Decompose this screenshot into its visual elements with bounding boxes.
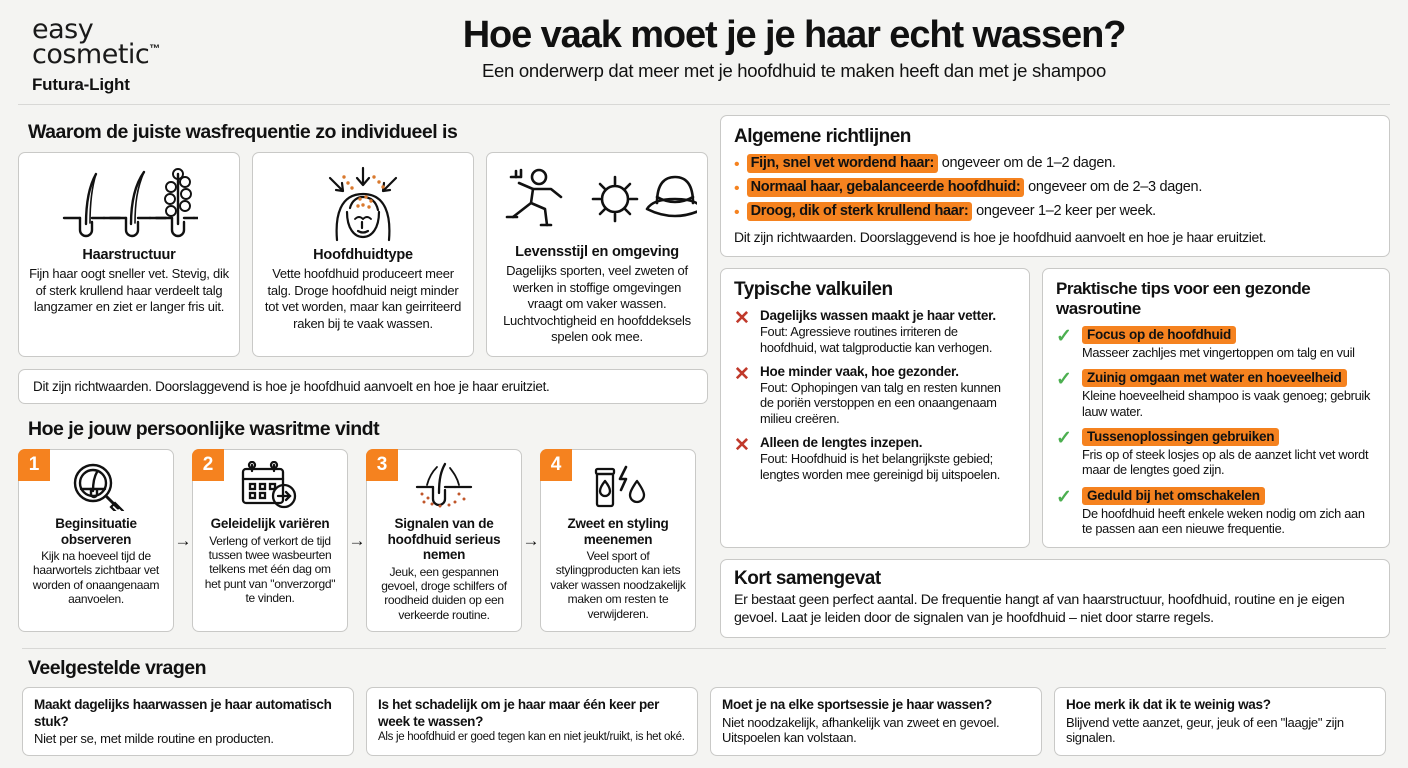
step-title: Zweet en styling meenemen <box>567 516 669 547</box>
faq-card <box>1054 687 1386 756</box>
step-title: Signalen van de hoofdhuid serieus nemen <box>387 516 501 563</box>
guideline-label: Normaal haar, gebalanceerde hoofdhuid: <box>747 178 1025 197</box>
page-subtitle: Een onderwerp dat meer met je hoofdhuid te maken heeft dan met je shampoo <box>482 59 1106 81</box>
guideline-item <box>734 155 1376 173</box>
tip-item <box>1056 369 1376 419</box>
lifestyle-icon <box>497 163 697 242</box>
page-header <box>14 0 1394 104</box>
brand-name-line1: easy <box>32 14 94 45</box>
cross-icon: ✕ <box>734 363 750 385</box>
summary-title: Kort samengevat <box>734 568 881 590</box>
pitfall-item <box>734 364 1016 426</box>
title-block <box>314 14 1394 82</box>
brand-tagline: Futura-Light <box>32 74 130 94</box>
guidelines-list <box>734 155 1376 221</box>
tip-text: Masseer zachljes met vingertoppen om talg en vuil <box>1082 345 1355 360</box>
faq-card <box>710 687 1042 756</box>
step-arrow-icon: → <box>174 530 192 550</box>
scalp-face-icon <box>300 163 426 245</box>
step-number-badge: 2 <box>192 449 224 481</box>
faq-answer: Niet noodzakelijk, afhankelijk van zweet en gevoel. Uitspoelen kan volstaan. <box>722 714 1000 746</box>
hair-follicle-icon <box>60 163 198 245</box>
step-arrow-icon: → <box>522 530 540 550</box>
faq-question: Maakt dagelijks haarwassen je haar automatisch stuk? <box>34 697 332 729</box>
step-text: Verleng of verkort de tijd tussen twee wasbeurten telkens met één dag om het punt van "onverzorgd" te vinden. <box>204 533 336 606</box>
tips-panel <box>1042 268 1390 548</box>
right-column <box>720 115 1390 638</box>
magnifier-hair-icon <box>65 460 127 512</box>
pitfall-item <box>734 435 1016 482</box>
faq-card <box>366 687 698 756</box>
factor-title: Haarstructuur <box>82 247 176 263</box>
steps-row <box>18 449 708 632</box>
guidelines-panel <box>720 115 1390 257</box>
faq-answer: Niet per se, met milde routine en producten. <box>34 730 274 746</box>
summary-panel <box>720 559 1390 638</box>
pitfall-title: Alleen de lengtes inzepen. <box>760 435 923 451</box>
pitfall-text: Fout: Agressieve routines irriteren de hoofdhuid, wat talgproductie kan verhogen. <box>760 324 993 355</box>
step-number-badge: 4 <box>540 449 572 481</box>
step-title: Geleidelijk variëren <box>210 516 330 531</box>
factor-card <box>252 152 474 357</box>
check-icon: ✓ <box>1056 326 1072 347</box>
check-icon: ✓ <box>1056 486 1072 508</box>
brand-name-line2: cosmetic <box>32 38 150 70</box>
step-card <box>540 449 696 632</box>
calendar-arrow-icon <box>237 460 303 512</box>
pitfall-text: Fout: Ophopingen van talg en resten kunnen de poriën verstoppen en een onaangenaam milieu creëren. <box>760 380 1001 426</box>
guidelines-footnote: Dit zijn richtwaarden. Doorslaggevend is hoe je hoofdhuid aanvoelt en hoe je haar eruitziet. <box>734 229 1267 245</box>
brand-logo <box>14 14 314 95</box>
faq-heading: Veelgestelde vragen <box>28 657 207 680</box>
step-arrow-icon: → <box>348 530 366 550</box>
pitfalls-panel <box>720 268 1030 548</box>
pitfalls-title: Typische valkuilen <box>734 279 893 300</box>
factor-text: Fijn haar oogt sneller vet. Stevig, dik of sterk krullend haar verdeelt talg langzamer en ziet er langer fris uit. <box>29 266 229 315</box>
tip-item <box>1056 487 1376 537</box>
step-card <box>366 449 522 632</box>
factor-card-row <box>18 152 708 357</box>
faq-question: Is het schadelijk om je haar maar één keer per week te wassen? <box>378 697 660 729</box>
irritated-scalp-icon <box>411 460 477 512</box>
guideline-item <box>734 203 1376 221</box>
pitfalls-tips-row <box>720 268 1390 548</box>
check-icon: ✓ <box>1056 369 1072 391</box>
tip-title: Zuinig omgaan met water en hoeveelheid <box>1082 369 1347 387</box>
faq-answer: Als je hoofdhuid er goed tegen kan en niet jeukt/ruikt, is het oké. <box>378 730 685 743</box>
factor-text: Dagelijks sporten, veel zweten of werken in stoffige omgevingen vraagt om vaker wassen. Luchtvochtigheid en hoofddeksels spelen ook mee. <box>503 262 691 345</box>
steps-section-heading: Hoe je jouw persoonlijke wasritme vindt <box>28 418 380 440</box>
page-title: Hoe vaak moet je je haar echt wassen? <box>462 14 1126 56</box>
bullet-icon: • <box>734 204 740 221</box>
step-number-badge: 3 <box>366 449 398 481</box>
step-text: Veel sport of stylingproducten kan iets vaker wassen noodzakelijk maken om resten te verwijderen. <box>550 549 686 621</box>
guideline-label: Fijn, snel vet wordend haar: <box>747 154 938 173</box>
factor-title: Levensstijl en omgeving <box>515 243 679 260</box>
tip-item <box>1056 428 1376 478</box>
trademark-symbol: ™ <box>149 42 161 55</box>
factor-card <box>486 152 708 357</box>
pitfall-item <box>734 308 1016 355</box>
step-title: Beginsituatie observeren <box>55 516 137 547</box>
pitfall-title: Dagelijks wassen maakt je haar vetter. <box>760 308 996 323</box>
tip-text: De hoofdhuid heeft enkele weken nodig om zich aan te passen aan een nieuwe frequentie. <box>1082 505 1365 537</box>
tip-text: Kleine hoeveelheid shampoo is vaak genoeg; gebruik lauw water. <box>1082 388 1371 419</box>
step-card <box>18 449 174 632</box>
step-text: Jeuk, een gespannen gevoel, droge schilfers of roodheid duiden op een verkeerde routine. <box>381 564 507 622</box>
tip-text: Fris op of steek losjes op als de aanzet licht vet wordt maar de lengtes goed zijn. <box>1082 447 1369 478</box>
factor-title: Hoofdhuidtype <box>313 247 413 263</box>
factor-text: Vette hoofdhuid produceert meer talg. Droge hoofdhuid neigt minder tot vet worden, maar kan geirriteerd raken bij te vaak wassen. <box>264 266 462 331</box>
shampoo-tube-icon <box>585 460 651 512</box>
step-text: Kijk na hoeveel tijd de haarwortels zichtbaar vet worden of onaangenaam aanvoelen. <box>32 549 160 607</box>
faq-section <box>14 648 1394 756</box>
guideline-label: Droog, dik of sterk krullend haar: <box>747 202 973 221</box>
guideline-value: ongeveer om de 1–2 dagen. <box>941 155 1116 171</box>
tip-item <box>1056 326 1376 360</box>
faq-row <box>18 687 1390 756</box>
tip-title: Geduld bij het omschakelen <box>1082 487 1265 505</box>
faq-card <box>22 687 354 756</box>
cross-icon: ✕ <box>734 308 750 329</box>
bullet-icon: • <box>734 156 740 173</box>
guideline-value: ongeveer 1–2 keer per week. <box>976 203 1156 219</box>
guideline-item <box>734 179 1376 197</box>
pitfall-title: Hoe minder vaak, hoe gezonder. <box>760 363 959 379</box>
faq-question: Hoe merk ik dat ik te weinig was? <box>1066 697 1271 713</box>
guidelines-title: Algemene richtlijnen <box>734 126 911 147</box>
summary-text: Er bestaat geen perfect aantal. De frequentie hangt af van haarstructuur, hoofdhuid, routine en je eigen gevoel. Laat je leiden door de signalen van je hoofdhuid – niet door starre regels. <box>734 592 1345 626</box>
faq-divider <box>22 648 1386 649</box>
left-column <box>18 115 708 638</box>
content-grid <box>14 105 1394 638</box>
cross-icon: ✕ <box>734 435 750 457</box>
factor-card <box>18 152 240 357</box>
pitfall-text: Fout: Hoofdhuid is het belangrijkste gebied; lengtes worden mee gereinigd bij uitspoelen. <box>760 451 1001 482</box>
tip-title: Tussenoplossingen gebruiken <box>1082 428 1279 446</box>
tips-title: Praktische tips voor een gezonde wasroutine <box>1056 279 1311 318</box>
step-number-badge: 1 <box>18 449 50 481</box>
check-icon: ✓ <box>1056 428 1072 450</box>
faq-answer: Blijvend vette aanzet, geur, jeuk of een "laagje" zijn signalen. <box>1066 714 1344 746</box>
tip-title: Focus op de hoofdhuid <box>1082 326 1236 344</box>
factors-section-heading: Waarom de juiste wasfrequentie zo individueel is <box>28 121 458 143</box>
bullet-icon: • <box>734 180 740 197</box>
faq-question: Moet je na elke sportsessie je haar wassen? <box>722 697 992 713</box>
factors-note-bar: Dit zijn richtwaarden. Doorslaggevend is hoe je hoofdhuid aanvoelt en hoe je haar eruitziet. <box>18 369 708 404</box>
guideline-value: ongeveer om de 2–3 dagen. <box>1028 179 1203 195</box>
step-card <box>192 449 348 632</box>
